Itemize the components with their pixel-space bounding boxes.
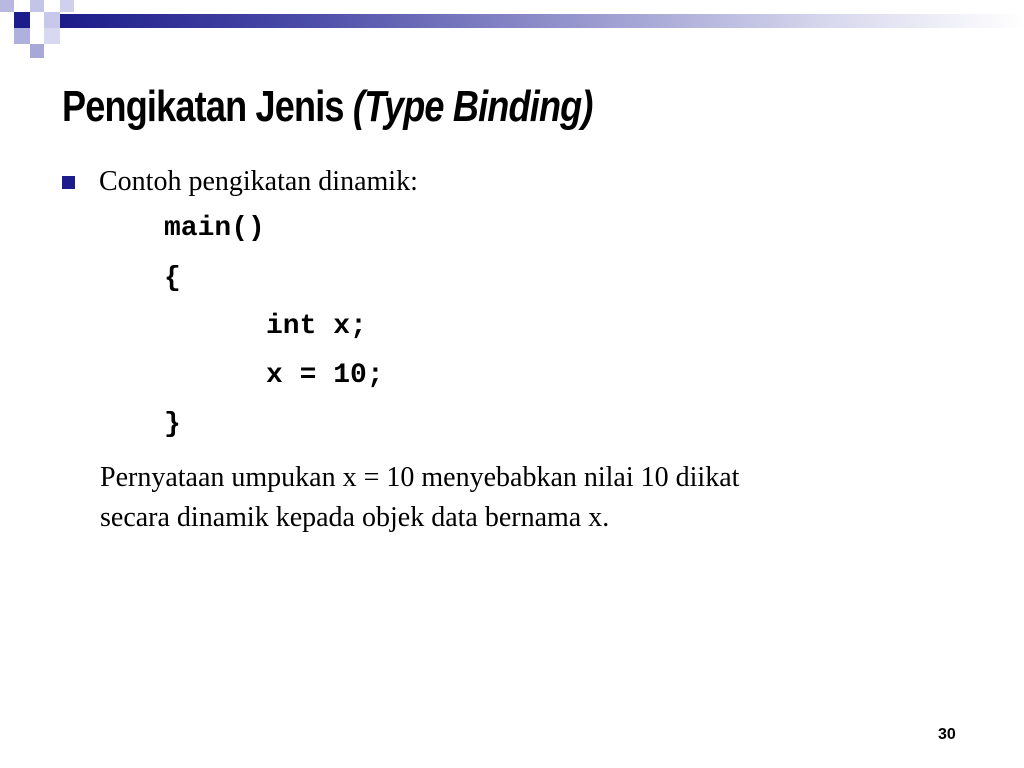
- page-number: 30: [938, 726, 956, 743]
- decorative-square: [44, 12, 60, 28]
- decorative-square: [30, 0, 44, 12]
- paragraph-line: Pernyataan umpukan x = 10 menyebabkan nilai 10 diikat: [100, 462, 740, 493]
- decorative-square: [14, 12, 30, 28]
- header-gradient-bar: [60, 14, 1024, 28]
- code-line: int x;: [266, 311, 367, 342]
- square-bullet-icon: [62, 176, 75, 189]
- decorative-square: [0, 0, 14, 12]
- decorative-square: [30, 44, 44, 58]
- code-line: x = 10;: [266, 360, 384, 391]
- bullet-text: Contoh pengikatan dinamik:: [99, 166, 418, 197]
- decorative-square: [14, 28, 30, 44]
- slide-title: [62, 82, 593, 132]
- code-line: {: [164, 263, 181, 294]
- code-line: main(): [164, 213, 265, 244]
- bullet-item: [62, 166, 418, 198]
- code-line: }: [164, 409, 181, 440]
- paragraph-line: secara dinamik kepada objek data bernama x.: [100, 502, 610, 533]
- title-italic: (Type Binding): [352, 82, 593, 131]
- decorative-square: [44, 28, 60, 44]
- decorative-square: [60, 0, 74, 12]
- explanation-paragraph: [100, 458, 980, 538]
- title-main: Pengikatan Jenis: [62, 82, 344, 131]
